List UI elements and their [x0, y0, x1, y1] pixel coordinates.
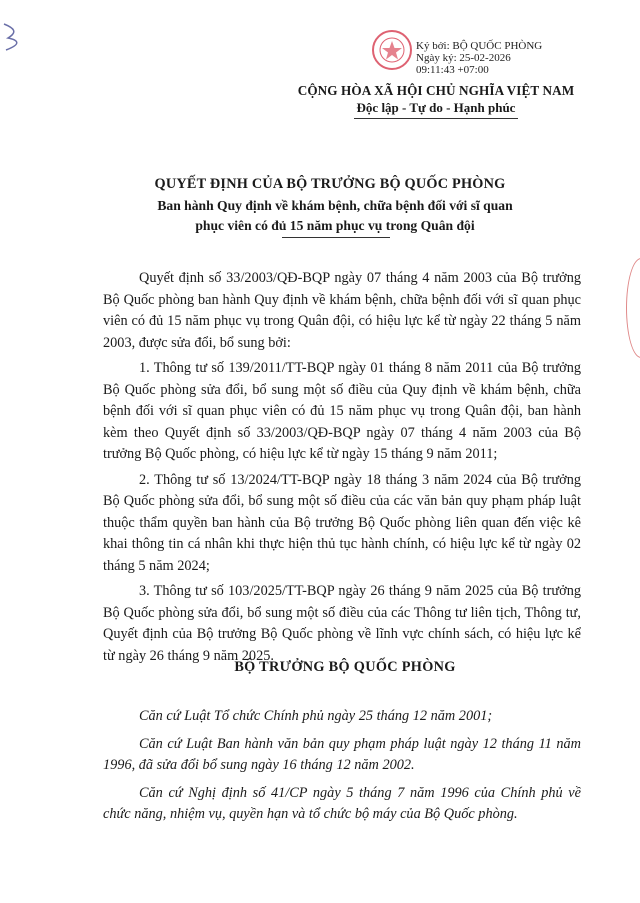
subtitle-line-1: Ban hành Quy định về khám bệnh, chữa bệnh đối với sĩ quan [157, 198, 513, 213]
stamp-edge-mark [626, 258, 640, 358]
national-emblem-seal-icon [372, 30, 412, 70]
legal-bases [103, 706, 581, 832]
legal-basis-3: Căn cứ Nghị định số 41/CP ngày 5 tháng 7 năm 1996 của Chính phủ về chức năng, nhiệm vụ, quyền hạn và tổ chức bộ máy của Bộ Quốc phòng. [103, 784, 581, 822]
legal-basis-1: Căn cứ Luật Tổ chức Chính phủ ngày 25 tháng 12 năm 2001; [139, 708, 493, 724]
amendment-item-1: 1. Thông tư số 139/2011/TT-BQP ngày 01 tháng 8 năm 2011 của Bộ trưởng Bộ Quốc phòng sửa đổi, bổ sung một số điều của Quy định về khám bệnh, chữa bệnh đối với sĩ quan phục viên có đủ 15 năm phục vụ trong Quân đội, ban hành kèm theo Quyết định số 33/2003/QĐ-BQP ngày 07 tháng 4 năm 2003 của Bộ trưởng Bộ Quốc phòng, có hiệu lực kể từ ngày 15 tháng 9 năm 2011; [103, 360, 581, 462]
national-motto: Độc lập - Tự do - Hạnh phúc [356, 100, 516, 115]
consolidation-body [103, 268, 581, 671]
handwritten-mark-icon [0, 20, 30, 60]
amendment-item-2: 2. Thông tư số 13/2024/TT-BQP ngày 18 tháng 3 năm 2024 của Bộ trưởng Bộ Quốc phòng sửa đổi, bổ sung một số điều của các văn bản quy phạm pháp luật thuộc thẩm quyền ban hành của Bộ trưởng Bộ Quốc phòng liên quan đến việc kê khai thông tin cá nhân khi thực hiện thủ tục hành chính, có hiệu lực kể từ ngày 02 tháng 5 năm 2024; [103, 471, 581, 574]
document-subtitle [110, 196, 560, 236]
document-title: QUYẾT ĐỊNH CỦA BỘ TRƯỞNG BỘ QUỐC PHÒNG [154, 176, 506, 192]
subtitle-line-2: phục viên có đủ 15 năm phục vụ trong Quân đội [195, 218, 475, 233]
signature-time: 09:11:43 +07:00 [416, 64, 489, 76]
motto-underline [354, 118, 518, 119]
amendment-item-3: 3. Thông tư số 103/2025/TT-BQP ngày 26 tháng 9 năm 2025 của Bộ trưởng Bộ Quốc phòng sửa đổi, bổ sung một số điều của các Thông tư liên tịch, Thông tư, Quyết định của Bộ trưởng Bộ Quốc phòng về lĩnh vực chính sách, có hiệu lực kể từ ngày 26 tháng 9 năm 2025. [103, 583, 581, 664]
subtitle-underline [282, 237, 390, 238]
national-name: CỘNG HÒA XÃ HỘI CHỦ NGHĨA VIỆT NAM [297, 83, 575, 98]
minister-heading: BỘ TRƯỞNG BỘ QUỐC PHÒNG [234, 659, 456, 675]
signature-date: Ngày ký: 25-02-2026 [416, 52, 511, 64]
intro-paragraph: Quyết định số 33/2003/QĐ-BQP ngày 07 tháng 4 năm 2003 của Bộ trưởng Bộ Quốc phòng ban hành Quy định về khám bệnh, chữa bệnh đối với sĩ quan phục viên có đủ 15 năm phục vụ trong Quân đội, có hiệu lực kể từ ngày 22 tháng 5 năm 2003, được sửa đổi, bổ sung bởi: [103, 270, 581, 351]
legal-basis-2: Căn cứ Luật Ban hành văn bản quy phạm pháp luật ngày 12 tháng 11 năm 1996, đã sửa đổi bổ sung ngày 16 tháng 12 năm 2002. [103, 735, 581, 773]
signature-signer: Ký bởi: BỘ QUỐC PHÒNG [416, 40, 543, 52]
digital-signature-info [416, 40, 542, 76]
